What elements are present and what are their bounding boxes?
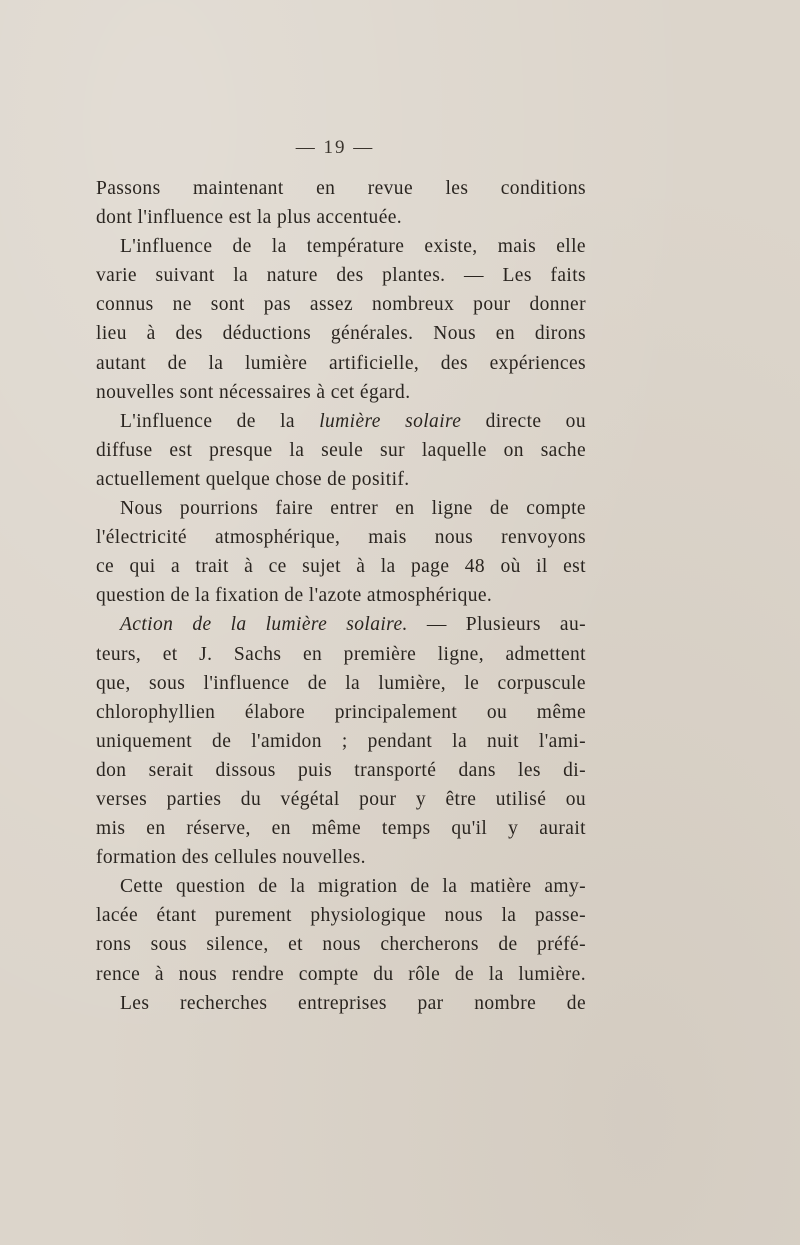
text-line: verses parties du végétal pour y être utilisé ou xyxy=(96,788,586,810)
text-line: que, sous l'influence de la lumière, le corpuscule xyxy=(96,672,586,694)
text-line: actuellement quelque chose de positif. xyxy=(96,468,410,490)
text-line xyxy=(96,610,586,639)
text-line: ce qui a trait à ce sujet à la page 48 où il est xyxy=(96,556,586,578)
text-line: question de la fixation de l'azote atmosphérique. xyxy=(96,585,493,607)
text-line: lacée étant purement physiologique nous la passe- xyxy=(96,905,586,927)
text-line: Passons maintenant en revue les conditions xyxy=(96,178,586,199)
text-line: Cette question de la migration de la matière amy- xyxy=(120,876,586,898)
text-line xyxy=(96,407,586,436)
text-run: L'influence de la xyxy=(120,410,320,432)
text-line: nouvelles sont nécessaires à cet égard. xyxy=(96,381,411,403)
text-line: don serait dissous puis transporté dans les di- xyxy=(96,759,586,781)
text-line: Les recherches entreprises par nombre de xyxy=(120,992,586,1014)
text-line: dont l'influence est la plus accentuée. xyxy=(96,207,403,229)
text-line: formation des cellules nouvelles. xyxy=(96,847,366,869)
text-line: uniquement de l'amidon ; pendant la nuit l'ami- xyxy=(96,730,586,752)
text-line: l'électricité atmosphérique, mais nous renvoyons xyxy=(96,527,586,549)
text-line: autant de la lumière artificielle, des expériences xyxy=(96,352,586,374)
text-run: directe ou xyxy=(461,410,586,432)
text-line: mis en réserve, en même temps qu'il y aurait xyxy=(96,818,586,840)
text-line: lieu à des déductions générales. Nous en dirons xyxy=(96,323,586,345)
text-run: — Plusieurs au- xyxy=(407,614,586,636)
text-line: diffuse est presque la seule sur laquelle on sache xyxy=(96,439,586,461)
text-line: varie suivant la nature des plantes. — Les faits xyxy=(96,265,586,287)
text-line: connus ne sont pas assez nombreux pour donner xyxy=(96,294,586,316)
page-number: — 19 — xyxy=(295,137,375,158)
text-line: chlorophyllien élabore principalement ou même xyxy=(96,701,586,723)
body-text xyxy=(96,174,586,1018)
text-line: L'influence de la température existe, mais elle xyxy=(120,236,586,258)
text-line: rence à nous rendre compte du rôle de la lumière. xyxy=(96,963,586,985)
section-heading: Action de la lumière solaire. xyxy=(120,614,408,636)
text-line: teurs, et J. Sachs en première ligne, admettent xyxy=(96,643,586,665)
text-line: rons sous silence, et nous chercherons de préfé- xyxy=(96,934,586,956)
text-line: Nous pourrions faire entrer en ligne de compte xyxy=(120,498,586,520)
italic-term: lumière solaire xyxy=(319,410,462,432)
